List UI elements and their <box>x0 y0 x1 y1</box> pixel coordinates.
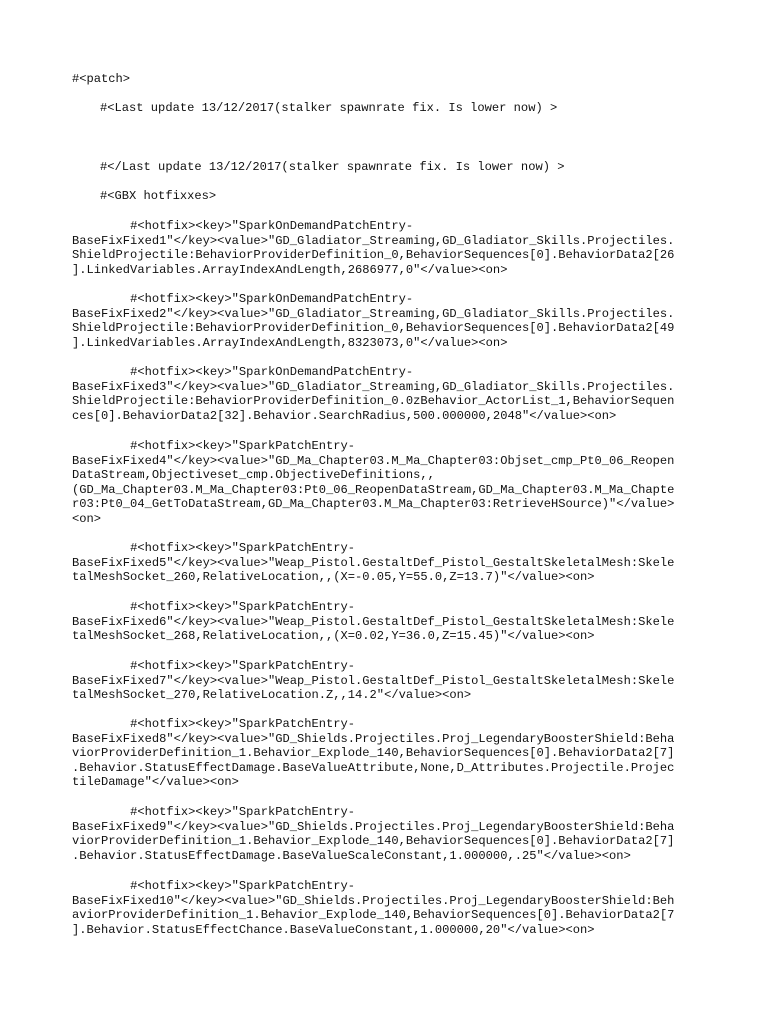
last-update-open-line: #<Last update 13/12/2017(stalker spawnrate fix. Is lower now) > <box>100 101 558 115</box>
hotfix-entry-2: #<hotfix><key>"SparkOnDemandPatchEntry- BaseFixFixed2"</key><value>"GD_Gladiator_Streaming,GD_Gladiator_Skills.Projectiles. ShieldProjectile:BehaviorProviderDefinition_0,BehaviorSequences[0].BehaviorData2[49 ].LinkedVariables.ArrayIndexAndLength,8323073,0"</value><on> <box>72 292 675 350</box>
hotfix-entry-8: #<hotfix><key>"SparkPatchEntry- BaseFixFixed8"</key><value>"GD_Shields.Projectiles.Proj_LegendaryBoosterShield:Beha viorProviderDefinition_1.Behavior_Explode_140,BehaviorSequences[0].BehaviorData2[7] .Behavior.StatusEffectDamage.BaseValueAttribute,None,D_Attributes.Projectile.Projec tileDamage"</value><on> <box>72 717 675 790</box>
hotfix-entry-6: #<hotfix><key>"SparkPatchEntry- BaseFixFixed6"</key><value>"Weap_Pistol.GestaltDef_Pistol_GestaltSkeletalMesh:Skele talMeshSocket_268,RelativeLocation,,(X=0.02,Y=36.0,Z=15.45)"</value><on> <box>72 600 675 644</box>
hotfix-entry-5: #<hotfix><key>"SparkPatchEntry- BaseFixFixed5"</key><value>"Weap_Pistol.GestaltDef_Pistol_GestaltSkeletalMesh:Skele talMeshSocket_260,RelativeLocation,,(X=-0.05,Y=55.0,Z=13.7)"</value><on> <box>72 541 675 585</box>
hotfix-entry-9: #<hotfix><key>"SparkPatchEntry- BaseFixFixed9"</key><value>"GD_Shields.Projectiles.Proj_LegendaryBoosterShield:Beha viorProviderDefinition_1.Behavior_Explode_140,BehaviorSequences[0].BehaviorData2[7] .Behavior.StatusEffectDamage.BaseValueScaleConstant,1.000000,.25"</value><on> <box>72 805 675 863</box>
hotfix-entry-7: #<hotfix><key>"SparkPatchEntry- BaseFixFixed7"</key><value>"Weap_Pistol.GestaltDef_Pistol_GestaltSkeletalMesh:Skele talMeshSocket_270,RelativeLocation.Z,,14.2"</value><on> <box>72 659 675 703</box>
hotfix-entry-10: #<hotfix><key>"SparkPatchEntry- BaseFixFixed10"</key><value>"GD_Shields.Projectiles.Proj_LegendaryBoosterShield:Beh aviorProviderDefinition_1.Behavior_Explode_140,BehaviorSequences[0].BehaviorData2[7 ].Behavior.StatusEffectChance.BaseValueConstant,1.000000,20"</value><on> <box>72 879 675 937</box>
hotfix-entry-1: #<hotfix><key>"SparkOnDemandPatchEntry- BaseFixFixed1"</key><value>"GD_Gladiator_Streaming,GD_Gladiator_Skills.Projectiles. ShieldProjectile:BehaviorProviderDefinition_0,BehaviorSequences[0].BehaviorData2[26 ].LinkedVariables.ArrayIndexAndLength,2686977,0"</value><on> <box>72 219 675 277</box>
hotfix-entry-3: #<hotfix><key>"SparkOnDemandPatchEntry- BaseFixFixed3"</key><value>"GD_Gladiator_Streaming,GD_Gladiator_Skills.Projectiles. ShieldProjectile:BehaviorProviderDefinition_0.0zBehavior_ActorList_1,BehaviorSequen ces[0].BehaviorData2[32].Behavior.SearchRadius,500.000000,2048"</value><on> <box>72 365 675 423</box>
last-update-close-line: #</Last update 13/12/2017(stalker spawnrate fix. Is lower now) > <box>100 160 565 174</box>
hotfix-entry-4: #<hotfix><key>"SparkPatchEntry- BaseFixFixed4"</key><value>"GD_Ma_Chapter03.M_Ma_Chapter03:Objset_cmp_Pt0_06_Reopen DataStream,Objectiveset_cmp.ObjectiveDefinitions,, (GD_Ma_Chapter03.M_Ma_Chapter03:Pt0_06_ReopenDataStream,GD_Ma_Chapter03.M_Ma_Chapte r03:Pt0_04_GetToDataStream,GD_Ma_Chapter03.M_Ma_Chapter03:RetrieveHSource)"</value> <on> <box>72 439 675 526</box>
gbx-hotfixes-line: #<GBX hotfixxes> <box>100 189 217 203</box>
patch-line: #<patch> <box>72 72 131 86</box>
